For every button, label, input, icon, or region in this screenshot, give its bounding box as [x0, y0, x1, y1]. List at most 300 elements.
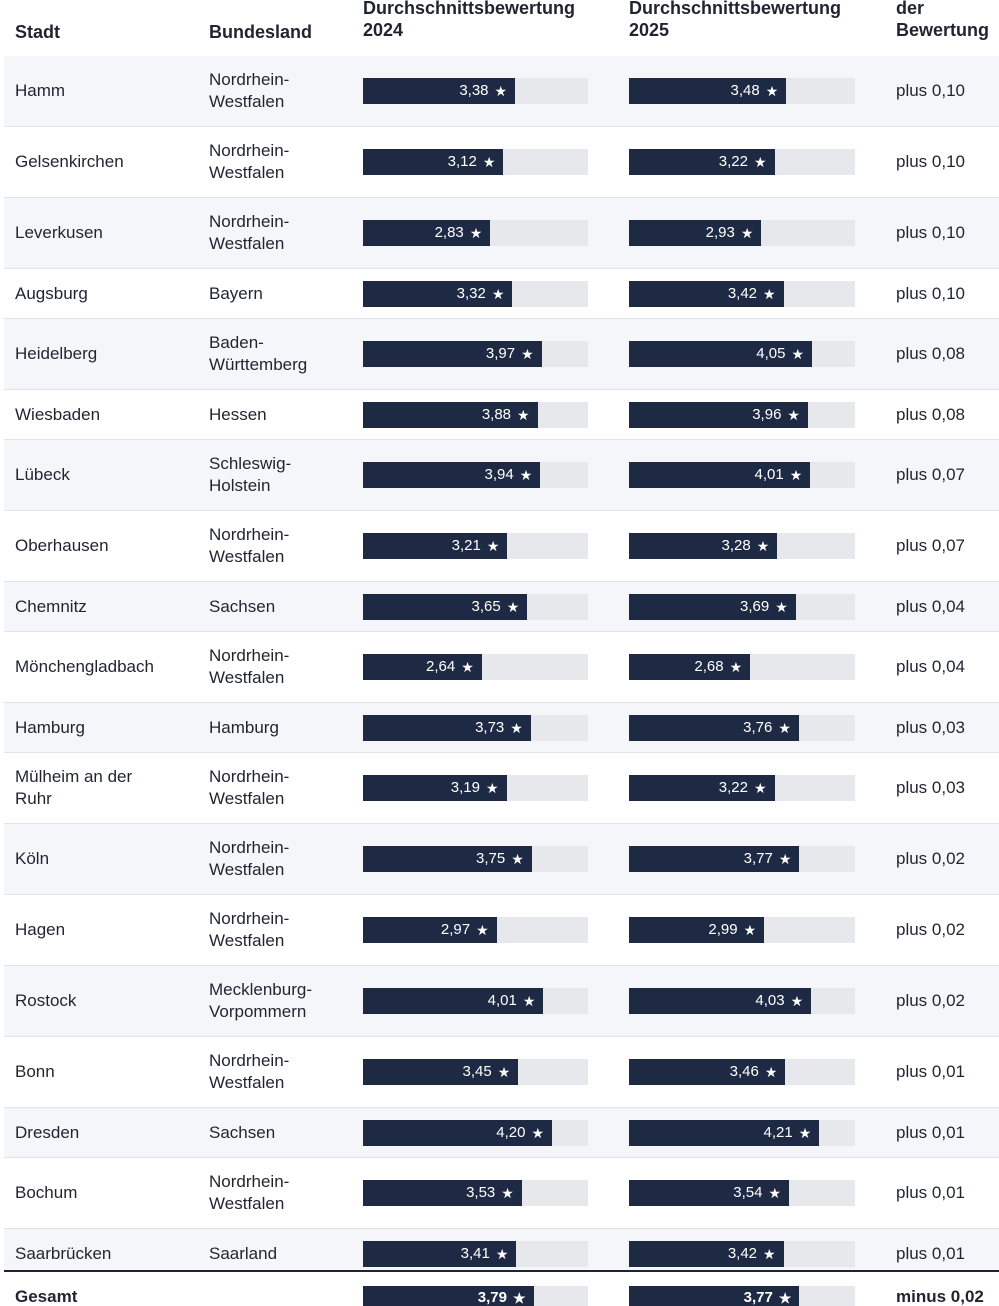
table-row	[4, 440, 999, 511]
bar-2025-cell	[629, 966, 855, 1036]
header-bewertung-2025[interactable]: Durchschnittsbewertung 2025	[629, 0, 842, 40]
state-cell	[209, 966, 359, 1036]
star-icon: ★	[763, 285, 776, 302]
bar-2024-label: 4,20	[496, 1123, 526, 1141]
state-name: Westfalen	[209, 1194, 285, 1213]
star-icon: ★	[787, 406, 800, 423]
bar-2024-label: 3,65	[471, 597, 501, 615]
bar-2025-track	[629, 917, 855, 943]
city-cell	[15, 582, 205, 631]
bar-2024-label: 3,94	[484, 466, 514, 483]
city-cell	[15, 753, 205, 823]
bar-2025-cell	[629, 1158, 855, 1228]
bar-2025-label: 3,22	[718, 153, 748, 170]
bar-2024-label: 3,97	[485, 345, 516, 362]
bar-2024-cell	[363, 390, 588, 439]
table-row	[4, 1158, 999, 1229]
bar-2025	[629, 402, 808, 428]
bar-2025-cell	[629, 390, 855, 439]
bar-2025-label: 4,03	[755, 992, 785, 1009]
bar-2025-cell	[629, 582, 855, 631]
state-name: Westfalen	[209, 668, 285, 687]
bar-2024-track	[363, 402, 588, 428]
bar-2024-cell	[363, 632, 588, 702]
star-icon: ★	[511, 851, 524, 867]
bar-2024-cell	[363, 895, 588, 965]
state-name: Vorpommern	[209, 1002, 307, 1021]
bar-2025-track	[629, 715, 855, 741]
bar-2024	[363, 715, 531, 741]
star-icon: ★	[501, 1185, 514, 1201]
city-name: Saarbrücken	[15, 1243, 112, 1263]
bar-2025-cell	[629, 319, 855, 389]
state-cell	[209, 582, 359, 631]
state-name: Württemberg	[209, 355, 308, 374]
star-icon: ★	[517, 406, 530, 423]
state-name: Nordrhein-	[209, 1172, 290, 1191]
bar-2025	[629, 149, 775, 175]
table-row	[4, 895, 999, 966]
bar-2024-cell	[363, 1158, 588, 1228]
bar-2025	[629, 654, 750, 680]
state-cell	[209, 198, 359, 268]
bar-2024-track	[363, 1059, 588, 1085]
bar-2024-cell	[363, 269, 588, 318]
bar-2024-track	[363, 1180, 588, 1206]
bar-2024	[363, 1241, 516, 1267]
star-icon: ★	[791, 346, 805, 362]
city-name: Mönchengladbach	[15, 657, 154, 676]
bar-2025	[629, 1120, 819, 1146]
bar-2025-label: 3,76	[743, 718, 773, 736]
bar-2024-label: 2,97	[440, 921, 471, 938]
star-icon: ★	[789, 467, 803, 483]
star-icon: ★	[740, 225, 754, 241]
table-row	[4, 966, 999, 1037]
state-name: Westfalen	[209, 931, 285, 950]
city-cell	[15, 440, 205, 510]
bar-2025-track	[629, 1120, 855, 1146]
bar-2025-label: 3,54	[733, 1184, 763, 1201]
state-name: Nordrhein-	[209, 141, 290, 160]
star-icon: ★	[495, 1245, 509, 1262]
state-cell	[209, 1158, 359, 1228]
city-cell	[15, 703, 205, 752]
city-name: Chemnitz	[15, 596, 87, 616]
state-name: Mecklenburg-	[209, 980, 312, 999]
city-cell	[15, 511, 205, 581]
bar-2025-track	[629, 654, 855, 680]
city-name: Lübeck	[15, 465, 70, 484]
header-veraenderung[interactable]: der Bewertung	[896, 0, 990, 40]
bar-2024-label: 3,12	[447, 153, 477, 170]
total-bar-2025: 3,77 ★	[629, 1286, 799, 1306]
bar-2024-label: 3,21	[451, 537, 481, 554]
bar-2025-label: 4,01	[754, 466, 784, 483]
bar-2025-label: 3,77	[743, 850, 773, 867]
star-icon: ★	[743, 922, 757, 938]
table-row	[4, 198, 999, 269]
state-name: Westfalen	[209, 789, 285, 808]
state-name: Bayern	[209, 283, 263, 303]
star-icon: ★	[753, 154, 767, 170]
bar-2024-track	[363, 78, 588, 104]
bar-2024	[363, 1120, 552, 1146]
star-icon: ★	[764, 1064, 778, 1080]
state-cell	[209, 440, 359, 510]
star-icon: ★	[778, 1290, 792, 1306]
state-name: Westfalen	[209, 1073, 285, 1092]
bar-2025-cell	[629, 824, 855, 894]
table-row	[4, 56, 999, 127]
diff-cell: plus 0,10	[896, 81, 965, 100]
city-cell	[15, 319, 205, 389]
star-icon: ★	[510, 719, 523, 736]
bar-2025	[629, 533, 777, 559]
table-header	[0, 0, 999, 56]
bar-2025	[629, 1180, 789, 1206]
bar-2024	[363, 1059, 518, 1085]
star-icon: ★	[486, 538, 500, 554]
bar-2025-track	[629, 220, 855, 246]
diff-cell: plus 0,02	[896, 849, 965, 868]
table-row	[4, 511, 999, 582]
star-icon: ★	[765, 83, 779, 99]
bar-2024	[363, 654, 482, 680]
bar-2025-cell	[629, 269, 855, 318]
city-name: Bonn	[15, 1062, 55, 1081]
bar-2025	[629, 281, 784, 307]
bar-2025-label: 3,96	[752, 405, 782, 423]
city-cell	[15, 966, 205, 1036]
table-row	[4, 582, 999, 632]
diff-cell: plus 0,01	[896, 1183, 965, 1202]
bar-2024	[363, 775, 507, 801]
bar-2024-cell	[363, 319, 588, 389]
bar-2025	[629, 1059, 785, 1085]
city-name: Augsburg	[15, 283, 88, 303]
city-name: Hamburg	[15, 717, 85, 737]
bar-2025	[629, 715, 799, 741]
bar-2024-track	[363, 149, 588, 175]
bar-2025-label: 3,46	[729, 1063, 759, 1080]
table-row	[4, 753, 999, 824]
star-icon: ★	[753, 780, 767, 796]
bar-2025-track	[629, 402, 855, 428]
bar-2024-track	[363, 220, 588, 246]
bar-2024-label: 2,83	[434, 224, 464, 241]
bar-2024-cell	[363, 56, 588, 126]
bar-2025	[629, 917, 764, 943]
bar-2025	[629, 341, 812, 367]
city-cell	[15, 269, 205, 318]
bar-2024-cell	[363, 127, 588, 197]
table-row	[4, 632, 999, 703]
bar-2024-track	[363, 462, 588, 488]
city-name: Wiesbaden	[15, 404, 101, 424]
star-icon: ★	[522, 993, 536, 1009]
bar-2025-label: 3,42	[727, 284, 758, 302]
city-name: Bochum	[15, 1183, 78, 1202]
diff-cell: plus 0,08	[896, 404, 965, 424]
bar-2025	[629, 988, 811, 1014]
city-cell	[15, 1108, 205, 1157]
star-icon: ★	[485, 780, 499, 796]
state-cell	[209, 511, 359, 581]
bar-2025-track	[629, 988, 855, 1014]
bar-2024	[363, 462, 540, 488]
city-name: Gelsenkirchen	[15, 152, 124, 171]
bar-2025-label: 3,42	[727, 1244, 758, 1262]
city-cell	[15, 1037, 205, 1107]
bar-2025-cell	[629, 753, 855, 823]
city-name: Oberhausen	[15, 536, 109, 555]
bar-2024-cell	[363, 440, 588, 510]
bar-2024-label: 3,75	[475, 850, 506, 867]
state-cell	[209, 127, 359, 197]
city-cell	[15, 895, 205, 965]
state-cell	[209, 753, 359, 823]
bar-2024	[363, 402, 538, 428]
bar-2024	[363, 988, 543, 1014]
table-row	[4, 319, 999, 390]
city-name: Dresden	[15, 1122, 80, 1142]
state-name: Holstein	[209, 476, 271, 495]
table-row	[4, 1108, 999, 1158]
bar-2024-label: 3,41	[460, 1244, 490, 1262]
state-name: Westfalen	[209, 234, 285, 253]
star-icon: ★	[521, 346, 534, 362]
bar-2025	[629, 462, 810, 488]
bar-2024-label: 3,19	[450, 779, 480, 796]
bar-2024-cell	[363, 1108, 588, 1157]
bar-2025	[629, 846, 799, 872]
bar-2024	[363, 1180, 522, 1206]
state-cell	[209, 824, 359, 894]
bar-2025-track	[629, 149, 855, 175]
bar-2024-cell	[363, 753, 588, 823]
star-icon: ★	[778, 719, 791, 736]
bar-2025-track	[629, 1241, 855, 1267]
bar-2025	[629, 594, 796, 620]
bar-2024-label: 3,32	[456, 284, 486, 302]
city-name: Heidelberg	[15, 344, 98, 363]
bar-2024	[363, 220, 490, 246]
city-cell	[15, 632, 205, 702]
city-cell	[15, 1158, 205, 1228]
bar-2024	[363, 149, 503, 175]
bar-2025-label: 4,05	[756, 345, 786, 362]
bar-2025-label: 3,69	[740, 597, 770, 615]
star-icon: ★	[790, 993, 804, 1009]
bar-2025-cell	[629, 127, 855, 197]
bar-2025-track	[629, 533, 855, 559]
bar-2024-label: 4,01	[487, 992, 517, 1009]
bar-2024-label: 3,45	[462, 1063, 492, 1080]
bar-2025-track	[629, 78, 855, 104]
bar-2025-label: 2,93	[705, 224, 735, 241]
state-name: Hessen	[209, 404, 267, 424]
bar-2024-track	[363, 281, 588, 307]
star-icon: ★	[519, 467, 533, 483]
ratings-table	[4, 56, 999, 1279]
bar-2024-track	[363, 775, 588, 801]
total-bar-2025-track	[629, 1286, 855, 1306]
bar-2024-cell	[363, 703, 588, 752]
bar-2025	[629, 78, 786, 104]
diff-cell: plus 0,10	[896, 283, 965, 303]
bar-2025-track	[629, 775, 855, 801]
bar-2025-label: 4,21	[763, 1123, 793, 1141]
state-name: Nordrhein-	[209, 70, 290, 89]
city-name: Köln	[15, 849, 50, 868]
bar-2025	[629, 1241, 784, 1267]
diff-cell: plus 0,01	[896, 1243, 965, 1263]
diff-cell: plus 0,08	[896, 344, 965, 363]
star-icon: ★	[775, 598, 788, 615]
state-cell	[209, 703, 359, 752]
diff-cell: plus 0,10	[896, 223, 965, 242]
bar-2024-track	[363, 715, 588, 741]
bar-2024	[363, 533, 507, 559]
state-name: Nordrhein-	[209, 1051, 290, 1070]
bar-2025-track	[629, 594, 855, 620]
bar-2025-track	[629, 462, 855, 488]
diff-cell: plus 0,04	[896, 596, 965, 616]
state-name: Westfalen	[209, 163, 285, 182]
bar-2024-label: 3,53	[466, 1184, 496, 1201]
bar-2024	[363, 846, 532, 872]
city-cell	[15, 824, 205, 894]
bar-2025-track	[629, 846, 855, 872]
bar-2024-cell	[363, 824, 588, 894]
state-name: Nordrhein-	[209, 212, 290, 231]
bar-2024-label: 3,38	[459, 82, 489, 99]
diff-cell: plus 0,07	[896, 536, 965, 555]
state-cell	[209, 390, 359, 439]
city-cell	[15, 127, 205, 197]
bar-2024-track	[363, 988, 588, 1014]
bar-2025-track	[629, 341, 855, 367]
state-name: Sachsen	[209, 596, 276, 616]
bar-2024-label: 3,73	[475, 718, 505, 736]
star-icon: ★	[778, 851, 792, 867]
bar-2024-label: 2,64	[426, 658, 456, 675]
diff-cell: plus 0,04	[896, 657, 965, 676]
star-icon: ★	[531, 1124, 544, 1141]
bar-2024-track	[363, 846, 588, 872]
star-icon: ★	[512, 1290, 526, 1306]
star-icon: ★	[494, 83, 508, 99]
bar-2025-cell	[629, 632, 855, 702]
star-icon: ★	[798, 1124, 812, 1141]
header-bundesland[interactable]: Bundesland	[209, 22, 313, 42]
state-cell	[209, 319, 359, 389]
city-name: Hamm	[15, 81, 66, 100]
bar-2024-cell	[363, 198, 588, 268]
star-icon: ★	[497, 1064, 511, 1080]
bar-2025-cell	[629, 1108, 855, 1157]
city-name: Mülheim an der	[15, 767, 133, 786]
bar-2024-track	[363, 594, 588, 620]
bar-2025-cell	[629, 895, 855, 965]
header-bewertung-2024[interactable]: Durchschnittsbewertung 2024	[363, 0, 576, 40]
bar-2025-label: 3,22	[718, 779, 748, 796]
state-name: Hamburg	[209, 717, 279, 737]
bar-2024-cell	[363, 511, 588, 581]
diff-cell: plus 0,10	[896, 152, 965, 171]
table-row	[4, 390, 999, 440]
state-name: Nordrhein-	[209, 525, 290, 544]
diff-cell: plus 0,01	[896, 1122, 965, 1142]
star-icon: ★	[506, 598, 520, 615]
bar-2025-label: 3,48	[730, 82, 760, 99]
table-row	[4, 127, 999, 198]
bar-2025-label: 2,99	[708, 921, 738, 938]
total-label: Gesamt	[15, 1287, 78, 1306]
state-name: Nordrhein-	[209, 909, 290, 928]
city-name: Ruhr	[15, 789, 52, 808]
bar-2025-cell	[629, 511, 855, 581]
state-cell	[209, 1108, 359, 1157]
bar-2024-track	[363, 1241, 588, 1267]
bar-2024-track	[363, 1120, 588, 1146]
star-icon: ★	[763, 1245, 776, 1262]
state-name: Schleswig-	[209, 454, 292, 473]
city-name: Leverkusen	[15, 223, 103, 242]
bar-2025-cell	[629, 1037, 855, 1107]
diff-cell: plus 0,01	[896, 1062, 965, 1081]
star-icon: ★	[756, 538, 770, 554]
state-cell	[209, 632, 359, 702]
bar-2024-track	[363, 533, 588, 559]
state-cell	[209, 895, 359, 965]
state-cell	[209, 269, 359, 318]
table-row	[4, 703, 999, 753]
star-icon: ★	[482, 154, 496, 170]
total-row	[4, 1270, 999, 1306]
bar-2024-track	[363, 341, 588, 367]
diff-cell: plus 0,03	[896, 778, 965, 797]
state-name: Nordrhein-	[209, 838, 290, 857]
city-cell	[15, 390, 205, 439]
table-row	[4, 824, 999, 895]
bar-2024	[363, 78, 515, 104]
bar-2025-label: 2,68	[694, 658, 724, 675]
star-icon: ★	[476, 922, 489, 938]
bar-2025	[629, 220, 761, 246]
star-icon: ★	[469, 225, 483, 241]
state-name: Baden-	[209, 333, 264, 352]
state-name: Nordrhein-	[209, 767, 290, 786]
city-name: Hagen	[15, 920, 66, 939]
city-name: Rostock	[15, 991, 77, 1010]
diff-cell: plus 0,03	[896, 717, 965, 737]
bar-2024	[363, 917, 497, 943]
diff-cell: plus 0,07	[896, 465, 965, 484]
bar-2024	[363, 281, 512, 307]
header-stadt[interactable]: Stadt	[15, 22, 60, 42]
bar-2024-cell	[363, 582, 588, 631]
state-name: Westfalen	[209, 92, 285, 111]
city-cell	[15, 56, 205, 126]
state-name: Westfalen	[209, 860, 285, 879]
total-bar-2024: 3,79 ★	[363, 1286, 534, 1306]
bar-2025-cell	[629, 703, 855, 752]
table-row	[4, 1037, 999, 1108]
city-cell	[15, 198, 205, 268]
state-name: Westfalen	[209, 547, 285, 566]
